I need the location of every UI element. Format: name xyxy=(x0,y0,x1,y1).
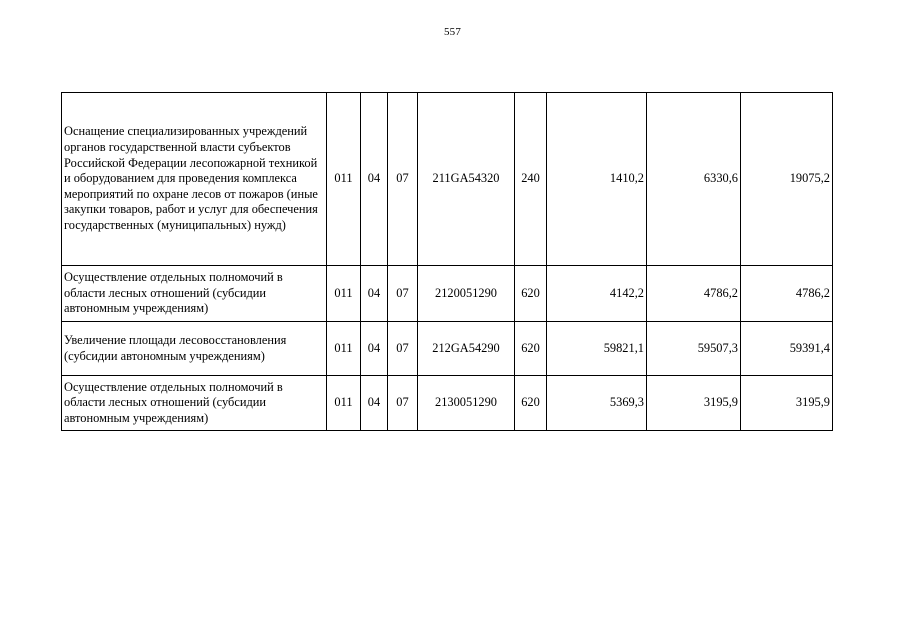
target-article-code: 211GA54320 xyxy=(418,93,515,266)
subsection-code: 07 xyxy=(388,376,418,431)
row-name: Осуществление отдельных полномочий в области лесных отношений (субсидии автономным учреждениям) xyxy=(62,266,327,322)
subsection-code: 07 xyxy=(388,93,418,266)
amount-3: 3195,9 xyxy=(741,376,833,431)
amount-2: 59507,3 xyxy=(647,322,741,376)
amount-2: 4786,2 xyxy=(647,266,741,322)
amount-2: 6330,6 xyxy=(647,93,741,266)
amount-1: 5369,3 xyxy=(547,376,647,431)
amount-3: 19075,2 xyxy=(741,93,833,266)
expense-type-code: 620 xyxy=(515,376,547,431)
section-code: 04 xyxy=(361,322,388,376)
section-code: 04 xyxy=(361,93,388,266)
table-row xyxy=(62,376,833,431)
row-name: Увеличение площади лесовосстановления (субсидии автономным учреждениям) xyxy=(62,322,327,376)
table-row xyxy=(62,322,833,376)
row-name: Оснащение специализированных учреждений органов государственной власти субъектов Российской Федерации лесопожарной техникой и оборудованием для проведения комплекса мероприятий по охране лесов от пожаров (иные закупки товаров, работ и услуг для обеспечения государственных (муниципальных) нужд) xyxy=(62,93,327,266)
row-name: Осуществление отдельных полномочий в области лесных отношений (субсидии автономным учреждениям) xyxy=(62,376,327,431)
amount-1: 59821,1 xyxy=(547,322,647,376)
expense-type-code: 620 xyxy=(515,266,547,322)
expense-type-code: 240 xyxy=(515,93,547,266)
amount-3: 4786,2 xyxy=(741,266,833,322)
page-number: 557 xyxy=(443,26,462,38)
section-code: 04 xyxy=(361,376,388,431)
subsection-code: 07 xyxy=(388,322,418,376)
ministry-code: 011 xyxy=(327,376,361,431)
target-article-code: 2120051290 xyxy=(418,266,515,322)
ministry-code: 011 xyxy=(327,93,361,266)
ministry-code: 011 xyxy=(327,322,361,376)
subsection-code: 07 xyxy=(388,266,418,322)
table-row xyxy=(62,93,833,266)
target-article-code: 2130051290 xyxy=(418,376,515,431)
amount-2: 3195,9 xyxy=(647,376,741,431)
amount-3: 59391,4 xyxy=(741,322,833,376)
ministry-code: 011 xyxy=(327,266,361,322)
budget-table xyxy=(61,92,833,431)
target-article-code: 212GA54290 xyxy=(418,322,515,376)
table-row xyxy=(62,266,833,322)
expense-type-code: 620 xyxy=(515,322,547,376)
section-code: 04 xyxy=(361,266,388,322)
amount-1: 4142,2 xyxy=(547,266,647,322)
amount-1: 1410,2 xyxy=(547,93,647,266)
